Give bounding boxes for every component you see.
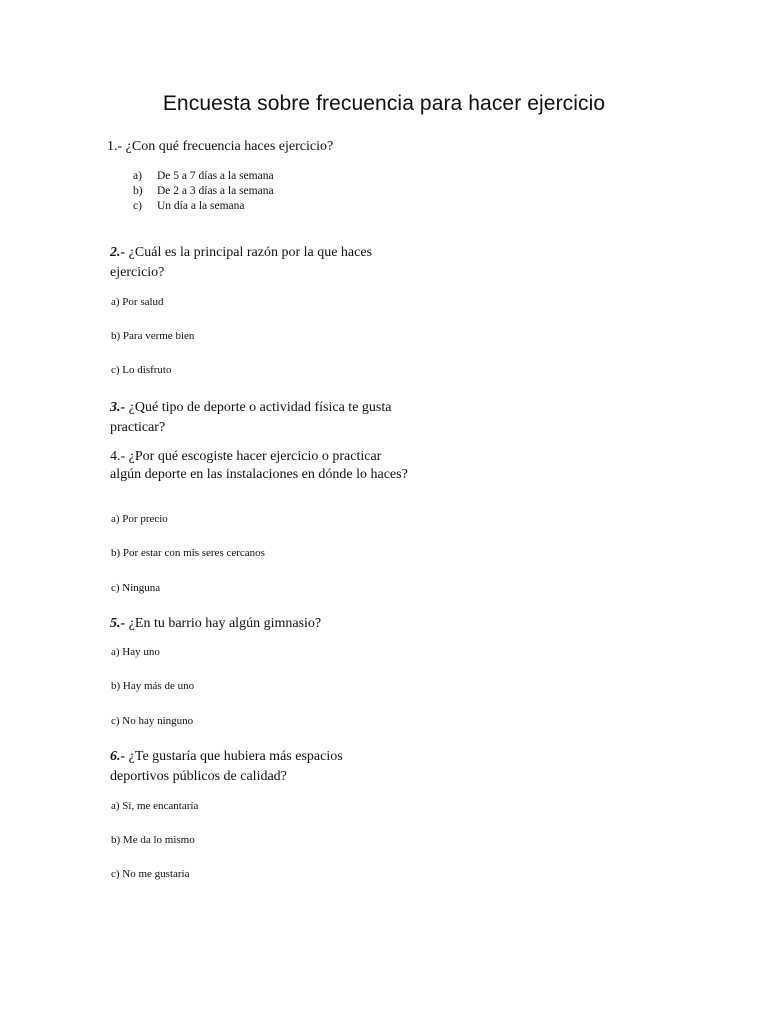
- question-6-text: ¿Te gustaría que hubiera más espacios deportivos públicos de calidad?: [110, 749, 343, 784]
- question-5-text: ¿En tu barrio hay algún gimnasio?: [128, 616, 322, 631]
- question-4-option-b: b) Por estar con mis seres cercanos: [111, 547, 265, 559]
- option-letter: a): [133, 170, 142, 182]
- question-4: [110, 448, 410, 484]
- option-letter: b): [133, 185, 143, 197]
- question-1-text: ¿Con qué frecuencia haces ejercicio?: [125, 139, 334, 154]
- question-4-option-a: a) Por precio: [111, 513, 168, 525]
- question-2-option-b: b) Para verme bien: [111, 330, 195, 342]
- question-1-option-a: [133, 169, 274, 185]
- question-5-number: 5.-: [110, 616, 126, 631]
- question-2: [110, 243, 420, 283]
- option-text: De 5 a 7 días a la semana: [157, 170, 274, 182]
- page-title: Encuesta sobre frecuencia para hacer ejercicio: [162, 92, 606, 115]
- question-4-option-c: c) Ninguna: [111, 582, 161, 594]
- question-6-option-c: c) No me gustaría: [111, 868, 190, 880]
- question-5-option-b: b) Hay más de uno: [111, 680, 195, 692]
- question-3-text: ¿Qué tipo de deporte o actividad física te gusta practicar?: [110, 400, 392, 435]
- question-5-option-c: c) No hay ninguno: [111, 715, 194, 727]
- question-6-option-a: a) Sí, me encantaría: [111, 800, 199, 812]
- question-4-number: 4.-: [110, 449, 126, 464]
- question-6-number: 6.-: [110, 749, 126, 764]
- question-5-option-a: a) Hay uno: [111, 646, 160, 658]
- question-2-option-c: c) Lo disfruto: [111, 364, 172, 376]
- question-3: [110, 398, 420, 438]
- question-1-number: 1.-: [107, 139, 123, 154]
- question-6: [110, 747, 380, 787]
- question-4-text: ¿Por qué escogiste hacer ejercicio o practicar algún deporte en las instalaciones en dónde lo haces?: [110, 449, 408, 482]
- option-text: Un día a la semana: [157, 200, 245, 212]
- question-2-option-a: a) Por salud: [111, 296, 164, 308]
- question-3-number: 3.-: [110, 400, 126, 415]
- question-1-option-c: [133, 199, 245, 215]
- question-6-option-b: b) Me da lo mismo: [111, 834, 195, 846]
- question-2-text: ¿Cuál es la principal razón por la que haces ejercicio?: [110, 245, 373, 280]
- option-letter: c): [133, 200, 142, 212]
- question-2-number: 2.-: [110, 245, 126, 260]
- question-1-option-b: [133, 184, 274, 200]
- question-5: [110, 614, 510, 634]
- question-1: [107, 137, 507, 157]
- option-text: De 2 a 3 días a la semana: [157, 185, 274, 197]
